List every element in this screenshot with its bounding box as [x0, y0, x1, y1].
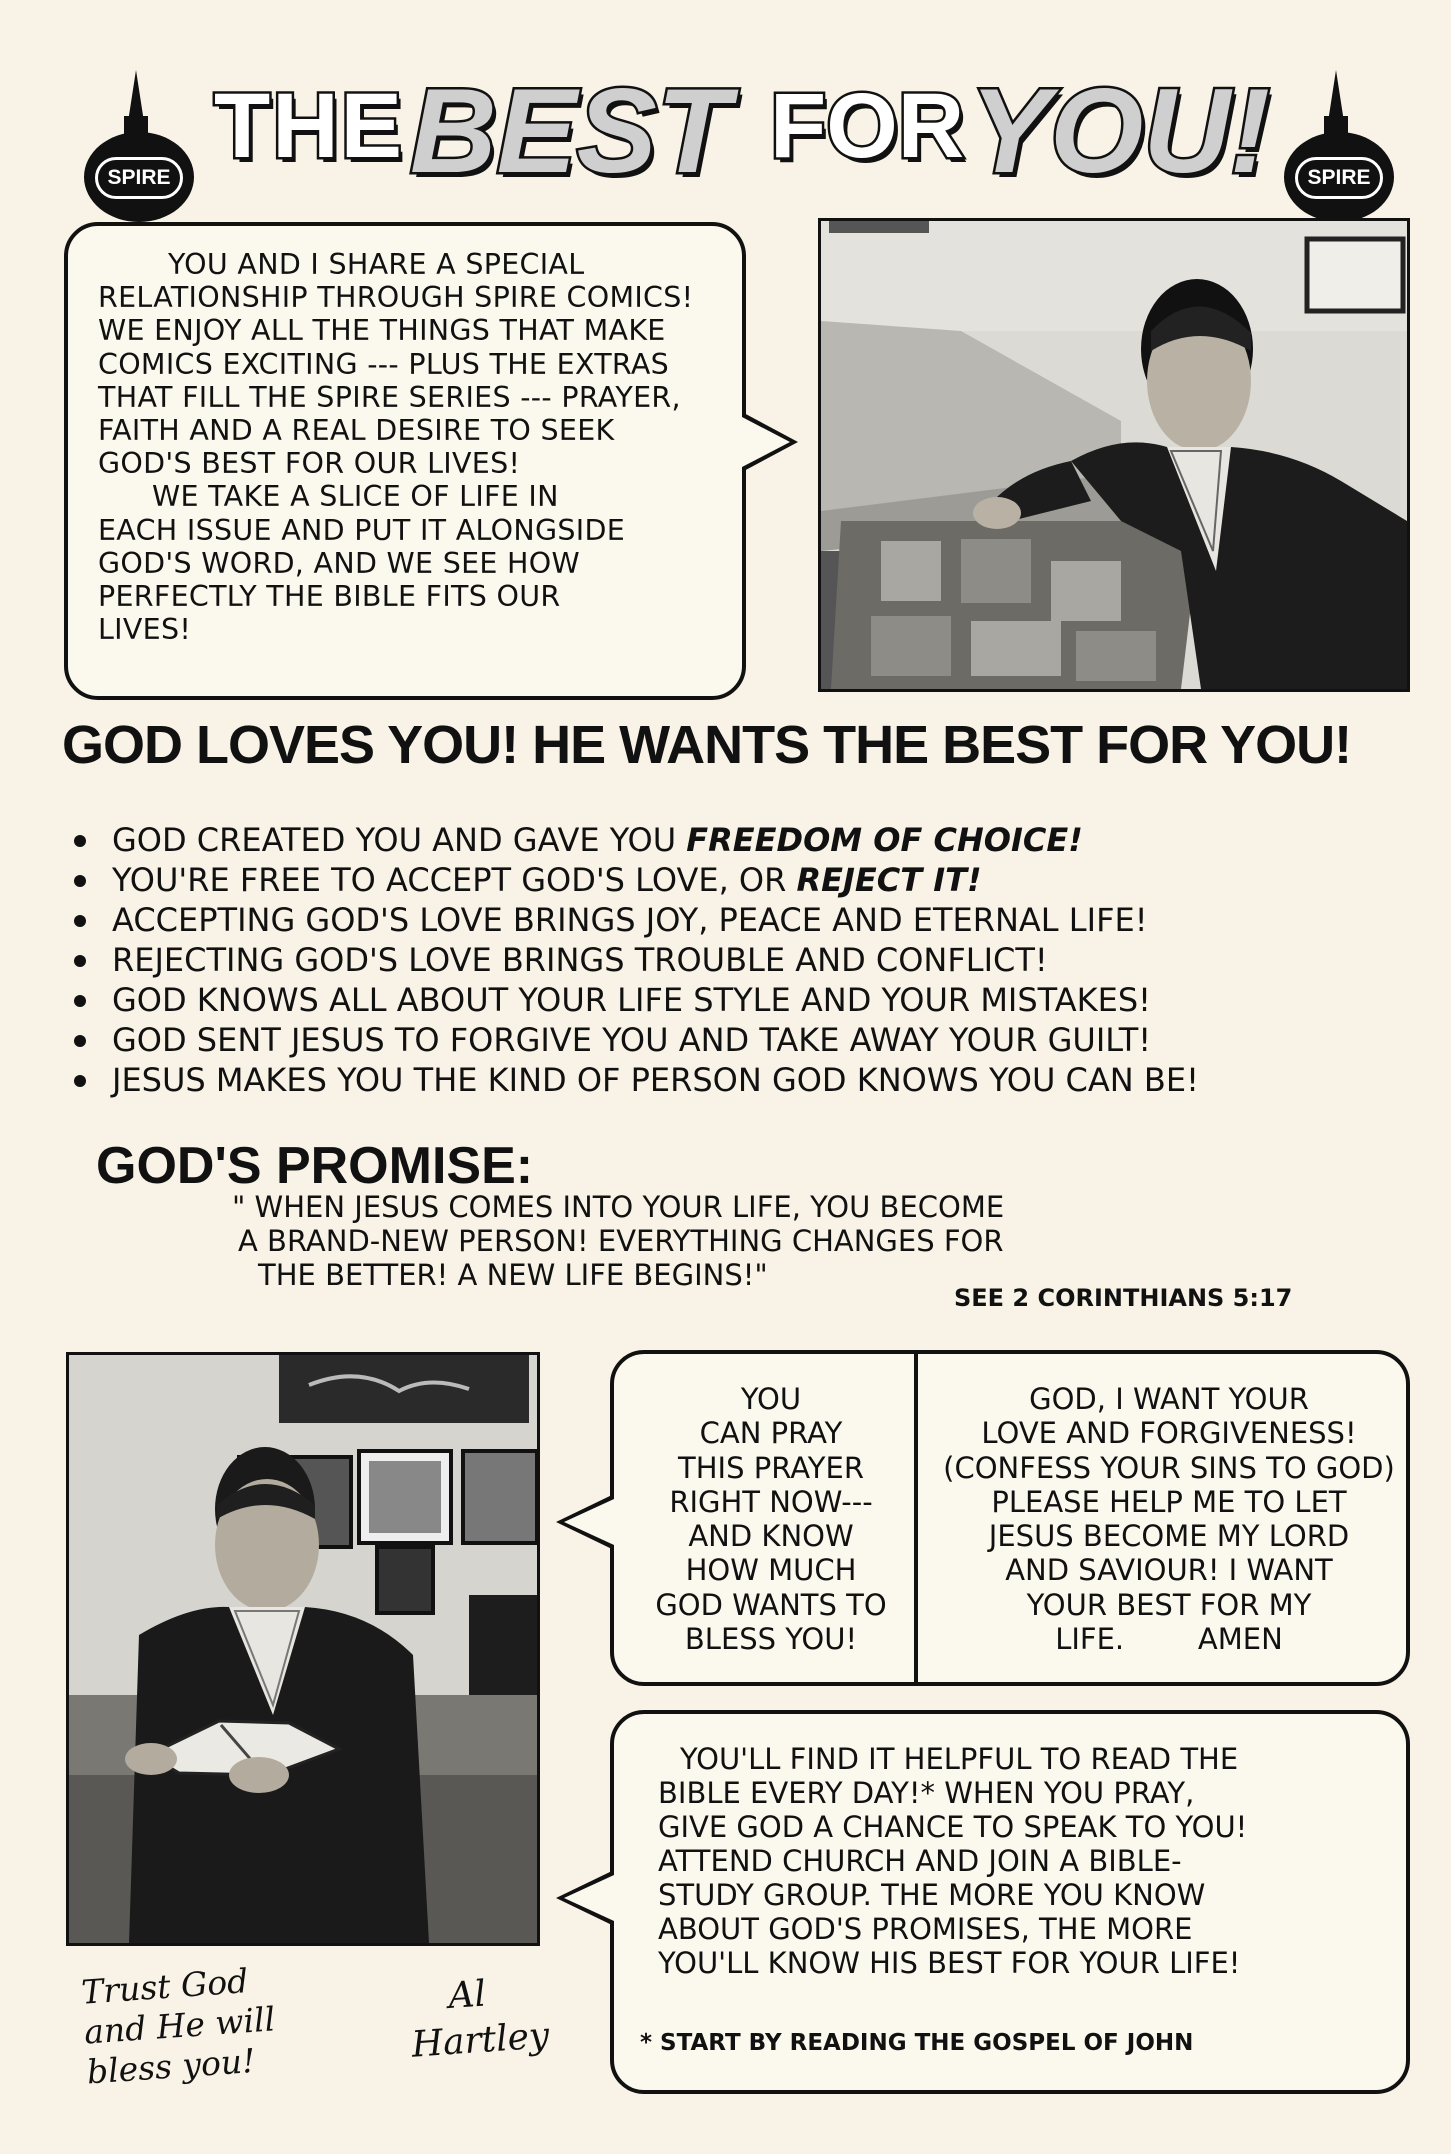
title-best: BEST — [410, 64, 731, 198]
bubble-line: ATTEND CHURCH AND JOIN A BIBLE- — [658, 1844, 1182, 1878]
bubble-line: EACH ISSUE AND PUT IT ALONGSIDE — [98, 513, 626, 547]
main-heading: GOD LOVES YOU! HE WANTS THE BEST FOR YOU! — [62, 715, 1352, 775]
bubble-line: YOU'LL FIND IT HELPFUL TO READ THE — [680, 1742, 1239, 1776]
promise-quote — [232, 1190, 1004, 1292]
list-item: ACCEPTING GOD'S LOVE BRINGS JOY, PEACE AND ETERNAL LIFE! — [74, 900, 1199, 940]
title-the: THE — [214, 75, 404, 177]
quote-line: " WHEN JESUS COMES INTO YOUR LIFE, YOU BECOME — [232, 1190, 1005, 1224]
bubble-line: FAITH AND A REAL DESIRE TO SEEK — [98, 414, 615, 448]
verse-reference: SEE 2 CORINTHIANS 5:17 — [954, 1284, 1293, 1312]
steeple-icon — [1328, 70, 1344, 122]
bubble-line: WE TAKE A SLICE OF LIFE IN — [152, 480, 559, 514]
quote-line: A BRAND-NEW PERSON! EVERYTHING CHANGES FOR — [238, 1224, 1004, 1258]
bubble-divider — [914, 1354, 918, 1682]
prayer-text: GOD, I WANT YOUR LOVE AND FORGIVENESS! (CONFESS YOUR SINS TO GOD) PLEASE HELP ME TO LET JESUS BECOME MY LORD AND SAVIOUR! I WANT YOUR BEST FOR MY LIFE. AMEN — [943, 1382, 1395, 1657]
bubble-line: LIVES! — [98, 613, 192, 647]
bubble-line: YOU AND I SHARE A SPECIAL — [168, 248, 585, 281]
logo-text: SPIRE — [1295, 157, 1383, 199]
list-item: GOD CREATED YOU AND GAVE YOU FREEDOM OF CHOICE! — [74, 820, 1199, 860]
bubble-line: RELATIONSHIP THROUGH SPIRE COMICS! — [98, 281, 694, 315]
photo-artist-reading-bible — [66, 1352, 540, 1946]
bubble-line: GOD'S BEST FOR OUR LIVES! — [98, 447, 521, 481]
bullet-list — [74, 820, 1199, 1100]
quote-line: THE BETTER! A NEW LIFE BEGINS!" — [258, 1258, 768, 1292]
title-you: YOU! — [970, 64, 1270, 198]
list-item: GOD SENT JESUS TO FORGIVE YOU AND TAKE AWAY YOUR GUILT! — [74, 1020, 1199, 1060]
list-item: REJECTING GOD'S LOVE BRINGS TROUBLE AND CONFLICT! — [74, 940, 1199, 980]
spire-logo-right — [1284, 70, 1392, 220]
emphasis-text: REJECT IT! — [796, 861, 982, 899]
steeple-icon — [128, 70, 144, 122]
signature: Al Hartley — [410, 1973, 551, 2066]
list-item: GOD KNOWS ALL ABOUT YOUR LIFE STYLE AND YOUR MISTAKES! — [74, 980, 1199, 1020]
bubble-line: PERFECTLY THE BIBLE FITS OUR — [98, 580, 561, 614]
logo-text: SPIRE — [95, 157, 183, 199]
emphasis-text: FREEDOM OF CHOICE! — [686, 821, 1083, 859]
bubble-line: COMICS EXCITING --- PLUS THE EXTRAS — [98, 347, 670, 381]
page-title — [200, 62, 1280, 198]
bubble-line: GIVE GOD A CHANCE TO SPEAK TO YOU! — [658, 1810, 1248, 1844]
advice-speech-bubble — [610, 1710, 1410, 2094]
bubble-line: ABOUT GOD'S PROMISES, THE MORE — [658, 1912, 1193, 1946]
title-for: FOR — [770, 75, 965, 177]
list-item: YOU'RE FREE TO ACCEPT GOD'S LOVE, OR REJECT IT! — [74, 860, 1199, 900]
bubble-line: GOD'S WORD, AND WE SEE HOW — [98, 546, 581, 580]
handwritten-note: Trust God and He will bless you! — [80, 1961, 277, 2092]
photo-artist-with-artwork — [818, 218, 1410, 692]
spire-logo-left — [84, 70, 192, 220]
bubble-line: THAT FILL THE SPIRE SERIES --- PRAYER, — [98, 380, 681, 414]
bubble-line: WE ENJOY ALL THE THINGS THAT MAKE — [98, 314, 666, 348]
promise-heading: GOD'S PROMISE: — [96, 1137, 534, 1195]
footnote: * START BY READING THE GOSPEL OF JOHN — [640, 2030, 1194, 2056]
list-item: JESUS MAKES YOU THE KIND OF PERSON GOD KNOWS YOU CAN BE! — [74, 1060, 1199, 1100]
prayer-speech-bubble — [610, 1350, 1410, 1686]
prayer-intro: YOU CAN PRAY THIS PRAYER RIGHT NOW--- AND KNOW HOW MUCH GOD WANTS TO BLESS YOU! — [655, 1382, 887, 1657]
bubble-line: YOU'LL KNOW HIS BEST FOR YOUR LIFE! — [658, 1946, 1241, 1980]
bubble-line: BIBLE EVERY DAY!* WHEN YOU PRAY, — [658, 1776, 1195, 1810]
intro-speech-bubble — [64, 222, 746, 700]
bubble-line: STUDY GROUP. THE MORE YOU KNOW — [658, 1878, 1206, 1912]
